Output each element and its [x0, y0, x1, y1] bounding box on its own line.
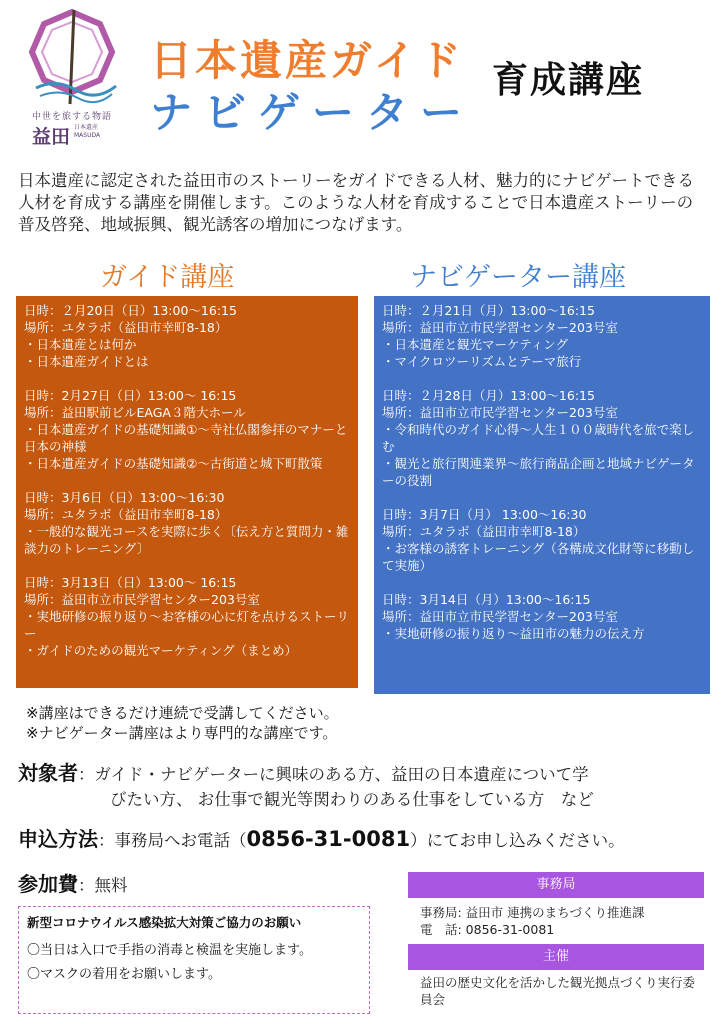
target-sep: ： — [78, 765, 95, 784]
guide-session — [24, 574, 350, 659]
fee-label: 参加費 — [18, 872, 78, 896]
apply-label: 申込方法 — [18, 827, 98, 851]
notes — [26, 703, 339, 743]
session-item: ・実地研修の振り返り～お客様の心に灯を点けるストーリー — [24, 609, 350, 641]
intro-text: 日本遺産に認定された益田市のストーリーをガイドできる人材、魅力的にナビゲートできる人材を育成する講座を開催します。このような人材を育成することで日本遺産ストーリーの普及啓発、地域振興、観光誘客の増加につなげます。 — [18, 171, 695, 234]
session-item: ・観光と旅行関連業界～旅行商品企画と地域ナビゲーターの役割 — [382, 456, 695, 488]
session-item: ・日本遺産ガイドの基礎知識②～古街道と城下町散策 — [24, 456, 323, 471]
navi-session — [382, 302, 702, 370]
target-label: 対象者 — [18, 761, 78, 785]
host-title-bar: 主催 — [408, 944, 704, 970]
fee-row — [18, 868, 128, 897]
session-item: ・日本遺産とは何か — [24, 337, 137, 352]
navi-session — [382, 387, 702, 489]
session-date: 日時：２月21日（月）13:00～16:15 — [382, 303, 595, 318]
session-place: 場所：益田駅前ビルEAGA３階大ホール — [24, 405, 246, 420]
guide-session — [24, 387, 350, 472]
logo-emblem-icon — [26, 8, 118, 108]
logo-name: 益田 — [32, 126, 71, 148]
session-place: 場所：ユタラボ（益田市幸町8-18） — [24, 320, 228, 335]
guide-session — [24, 489, 350, 557]
title-training: 育成講座 — [492, 60, 645, 101]
session-item: ・日本遺産ガイドの基礎知識①～寺社仏閣参拝のマナーと日本の神様 — [24, 422, 348, 454]
session-date: 日時：3月7日（月） 13:00～16:30 — [382, 507, 587, 522]
session-date: 日時：3月6日（日）13:00～16:30 — [24, 490, 225, 505]
session-place: 場所：益田市立市民学習センター203号室 — [24, 592, 260, 607]
title-navigator: ナビゲーター — [150, 88, 475, 137]
apply-row — [18, 823, 625, 852]
covid-notice-box — [18, 906, 370, 1014]
session-place: 場所：益田市立市民学習センター203号室 — [382, 405, 618, 420]
navi-course-title: ナビゲーター講座 — [410, 262, 626, 293]
logo — [26, 8, 118, 148]
navi-session — [382, 506, 702, 574]
session-date: 日時：3月14日（月）13:00～16:15 — [382, 592, 591, 607]
guide-course-title: ガイド講座 — [100, 262, 235, 293]
navi-session — [382, 591, 702, 642]
logo-sub: 日本遺産 MASUDA — [74, 124, 101, 139]
session-date: 日時：3月13日（日）13:00～ 16:15 — [24, 575, 237, 590]
target-text-line1: ガイド・ナビゲーターに興味のある方、益田の日本遺産について学 — [94, 765, 589, 784]
host-info: 益田の歴史文化を活かした観光拠点づくり実行委員会 — [420, 975, 696, 1007]
office-phone-line: 電 話: 0856-31-0081 — [420, 922, 555, 937]
session-place: 場所：益田市立市民学習センター203号室 — [382, 609, 618, 624]
office-line: 事務局: 益田市 連携のまちづくり推進課 — [420, 905, 645, 920]
note-line: ※講座はできるだけ連続で受講してください。 — [26, 704, 339, 722]
title-guide: 日本遺産ガイド — [150, 36, 464, 85]
session-item: ・日本遺産と観光マーケティング — [382, 337, 569, 352]
session-date: 日時：２月20日（日）13:00～16:15 — [24, 303, 237, 318]
session-item: ・令和時代のガイド心得～人生１００歳時代を旅で楽しむ — [382, 422, 695, 454]
session-place: 場所：ユタラボ（益田市幸町8-18） — [24, 507, 228, 522]
office-title-bar: 事務局 — [408, 872, 704, 898]
session-item: ・一般的な観光コースを実際に歩く〔伝え方と質問力・雑談力のトレーニング〕 — [24, 524, 349, 556]
covid-item: 〇マスクの着用をお願いします。 — [27, 967, 221, 982]
session-item: ・実地研修の振り返り～益田市の魅力の伝え方 — [382, 626, 645, 641]
logo-tagline: 中世を旅する物語 — [31, 112, 112, 122]
session-item: ・日本遺産ガイドとは — [24, 354, 149, 369]
fee-value: ：無料 — [78, 876, 128, 895]
target-text-line2: びたい方、 お仕事で観光等関わりのある仕事をしている方 など — [110, 790, 594, 809]
covid-title: 新型コロナウイルス感染拡大対策ご協力のお願い — [27, 915, 302, 930]
session-place: 場所：ユタラボ（益田市幸町8-18） — [382, 524, 586, 539]
guide-schedule-box — [16, 296, 358, 688]
session-item: ・ガイドのための観光マーケティング（まとめ） — [24, 643, 298, 658]
covid-item: 〇当日は入口で手指の消毒と検温を実施します。 — [27, 943, 312, 958]
apply-phone[interactable]: 0856-31-0081 — [246, 827, 411, 851]
session-item: ・マイクロツーリズムとテーマ旅行 — [382, 354, 582, 369]
apply-text-before: ：事務局へお電話（ — [98, 831, 247, 850]
apply-text-after: ）にてお申し込みください。 — [410, 831, 625, 850]
note-line: ※ナビゲーター講座はより専門的な講座です。 — [26, 724, 338, 742]
target-row — [18, 760, 708, 788]
session-date: 日時：2月27日（日）13:00～ 16:15 — [24, 388, 237, 403]
office-info — [420, 904, 645, 938]
session-place: 場所：益田市立市民学習センター203号室 — [382, 320, 618, 335]
guide-session — [24, 302, 350, 370]
session-item: ・お客様の誘客トレーニング（各構成文化財等に移動して実施） — [382, 541, 695, 573]
session-date: 日時：２月28日（月）13:00～16:15 — [382, 388, 595, 403]
navi-schedule-box — [374, 296, 710, 694]
